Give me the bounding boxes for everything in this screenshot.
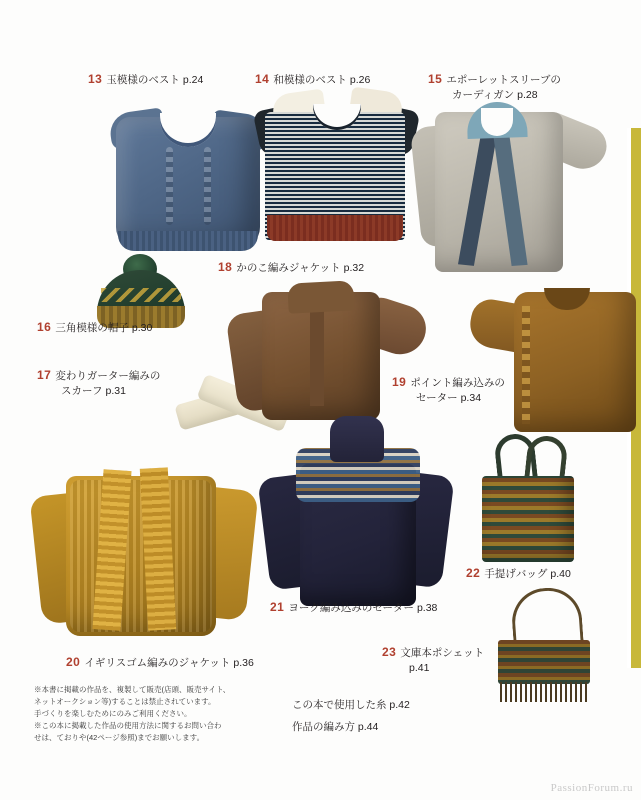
caption-item-17 [37, 368, 187, 399]
photo-vest-14 [255, 86, 418, 251]
item-title-23: 文庫本ポシェット [400, 647, 485, 659]
watermark-text: PassionForum.ru [550, 782, 633, 794]
item-title-15: エポーレットスリーブの [446, 74, 561, 86]
reference-yarn-line: この本で使用した糸 p.42 [292, 699, 410, 711]
caption-item-20 [66, 655, 254, 671]
item-number-22: 22 [466, 566, 481, 580]
photo-tote-bag-22 [474, 432, 584, 568]
item-number-18: 18 [218, 260, 233, 274]
reference-notes [292, 694, 410, 738]
item-title-17-line2: スカーフ [61, 385, 103, 397]
item-title-19-line2: セーター [416, 392, 458, 404]
photo-vest-13 [108, 103, 268, 253]
item-number-14: 14 [255, 72, 270, 86]
pochette-fringe [500, 682, 590, 702]
item-title-16: 三角模様の帽子 [55, 322, 129, 334]
item-number-23: 23 [382, 645, 397, 659]
item-title-14: 和模様のベスト [273, 74, 347, 86]
item-title-20: イギリスゴム編みのジャケット [84, 657, 231, 669]
footnote-line-4: ※この本に掲載した作品の使用方法に関するお問い合わ [34, 721, 222, 730]
item-number-19: 19 [392, 375, 407, 389]
item-number-20: 20 [66, 655, 81, 669]
item-page-16: p.30 [131, 322, 153, 334]
item-number-15: 15 [428, 72, 443, 86]
vest14-hem [267, 215, 403, 241]
item-page-13: p.24 [182, 74, 204, 86]
vest-cable-left [166, 147, 173, 225]
item-page-21: p.38 [416, 602, 438, 614]
photo-sweater-19 [470, 280, 641, 440]
item-page-14: p.26 [349, 74, 371, 86]
caption-item-21 [270, 600, 437, 616]
caption-item-18 [218, 260, 364, 276]
item-page-19: p.34 [460, 392, 482, 404]
item-page-23: p.41 [409, 662, 430, 674]
bag-body [482, 476, 574, 562]
item-page-15: p.28 [517, 89, 538, 101]
caption-item-16 [37, 320, 152, 336]
photo-cardigan-20 [36, 454, 256, 654]
item-title-15-line2: カーディガン [452, 89, 515, 101]
photo-sweater-21 [264, 404, 448, 616]
item-number-21: 21 [270, 600, 285, 614]
sweater19-body [514, 292, 636, 432]
sweater19-pattern-stripe [522, 306, 530, 424]
jacket18-collar [287, 280, 354, 313]
hat-zigzag-pattern [101, 288, 181, 302]
item-number-13: 13 [88, 72, 103, 86]
footnote-line-5: せは、ておりや(42ページ参照)までお願いします。 [34, 733, 205, 742]
footnote-line-1: ※本書に掲載の作品を、複製して販売(店頭、販売サイト、 [34, 685, 231, 694]
item-number-17: 17 [37, 368, 52, 382]
photo-cardigan-15 [415, 96, 605, 286]
item-page-22: p.40 [550, 568, 571, 580]
item-page-18: p.32 [343, 262, 365, 274]
item-title-13: 玉模様のベスト [106, 74, 180, 86]
item-page-20: p.36 [233, 657, 254, 669]
item-title-21: ヨーク編み込みのセーター [288, 602, 414, 614]
jacket18-placket [310, 302, 324, 406]
caption-item-22 [466, 566, 571, 582]
footnote-line-2: ネットオークション等)することは禁止されています。 [34, 697, 216, 706]
caption-item-19 [392, 375, 542, 406]
item-page-17: p.31 [105, 385, 126, 397]
item-title-18: かのこ編みジャケット [236, 262, 341, 274]
copyright-footnote [34, 684, 274, 744]
item-number-16: 16 [37, 320, 52, 334]
reference-instructions-line: 作品の編み方 p.44 [292, 721, 379, 733]
vest-hem-rib [118, 231, 258, 251]
vest-cable-right [204, 147, 211, 225]
sweater21-collar [330, 416, 384, 462]
caption-item-13 [88, 72, 203, 88]
item-title-17: 変わりガーター編みの [55, 370, 161, 382]
caption-item-23 [382, 645, 512, 676]
item-title-22: 手提げバッグ [484, 568, 548, 580]
footnote-line-3: 手づくりを楽しむためにのみご利用ください。 [34, 709, 192, 718]
item-title-19: ポイント編み込みの [410, 377, 505, 389]
